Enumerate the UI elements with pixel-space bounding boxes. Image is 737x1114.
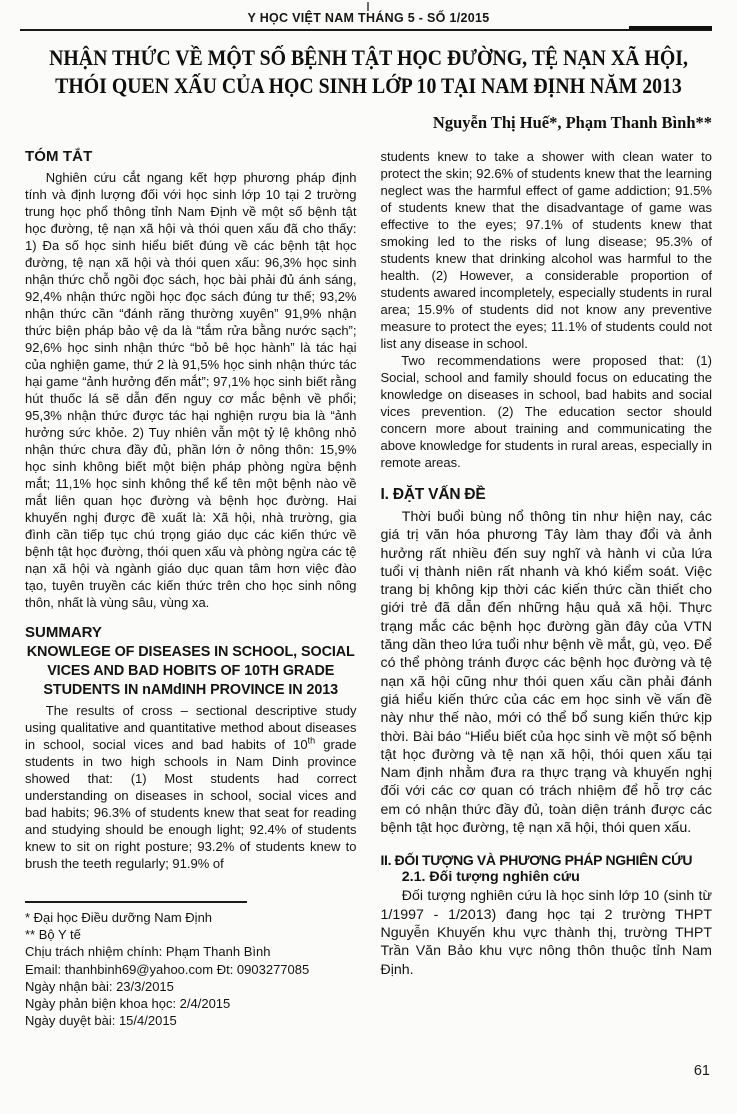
summary-abstract-part1: The results of cross – sectional descriptive study using qualitative and quantitative method about diseases in school, social vices and bad habits of 10	[25, 703, 357, 752]
page-number: 61	[693, 1063, 710, 1079]
summary-abstract	[25, 702, 357, 872]
footnote-responsible-author: Chịu trách nhiệm chính: Phạm Thanh Bình	[25, 944, 271, 960]
header-divider	[20, 29, 712, 31]
footnote-affiliation-2: ** Bộ Y tế	[25, 927, 81, 943]
footnote-accepted-date: Ngày duyệt bài: 15/4/2015	[25, 1013, 177, 1029]
footnote-block	[25, 901, 357, 1029]
footnote-affiliation-1: * Đại học Điều dưỡng Nam Định	[25, 910, 213, 925]
journal-header: Y HỌC VIỆT NAM THÁNG 5 - SỐ 1/2015	[247, 11, 490, 25]
summary-recommendations: Two recommendations were proposed that: (1) Social, school and family should focus on educating the knowledge on diseases in school, bad habits and social vices prevention. (2) The education sector should concern more about training and communicating the above knowledge for students in rural areas, especially in remote areas.	[380, 353, 712, 470]
section-2-1-subheading: 2.1. Đối tượng nghiên cứu	[401, 869, 580, 886]
header-divider-artifact	[629, 26, 712, 30]
summary-heading: SUMMARY	[25, 624, 102, 641]
footnote-email-phone: Email: thanhbinh69@yahoo.com Đt: 0903277085	[25, 961, 310, 977]
article-title-line2: THÓI QUEN XẤU CỦA HỌC SINH LỚP 10 TẠI NAM ĐỊNH NĂM 2013	[55, 73, 682, 98]
left-column	[25, 148, 357, 979]
footnote-review-date: Ngày phản biện khoa học: 2/4/2015	[25, 996, 231, 1012]
section-1-heading: I. ĐẶT VẤN ĐỀ	[380, 486, 486, 503]
summary-abstract-part2: grade students in two high schools in Nam Dinh province showed that: (1) Most students had correct understanding on diseases in school, social vices and bad habits; 96.3% of students knew that seat for reading and studying should be enough light; 92.4% of students knew to sit on right posture; 93.2% of students knew to brush the teeth regularly; 91.9% of	[25, 737, 357, 871]
summary-ordinal-sup: th	[307, 735, 316, 746]
section-2-heading: II. ĐỐI TƯỢNG VÀ PHƯƠNG PHÁP NGHIÊN CỨU	[380, 852, 693, 869]
summary-continuation: students knew to take a shower with clean water to protect the skin; 92.6% of students knew that the learning neglect was the harmful effect of game addiction; 91.5% of students knew that the disadvantage of game was effective to the eyes; 97.1% of students knew that smoking led to the risks of lung disease; 95.3% of students knew that drinking alcohol was harmful to the health. (2) However, a considerable proportion of students awared incompletely, especially students in rural area; 15.9% of students did not know any preventive measure to protect the eyes; 11.1% of students could not list any disease in school.	[380, 149, 712, 351]
authors-line: Nguyễn Thị Huế*, Phạm Thanh Bình**	[432, 113, 712, 132]
tom-tat-abstract: Nghiên cứu cắt ngang kết hợp phương pháp định tính và định lượng đối với học sinh lớp 10 tại 2 trường trung học phổ thông tỉnh Nam Định về một số bệnh tật học đường, tệ nạn xã hội và thói quen xấu đã cho thấy: 1) Đa số học sinh hiểu biết đúng về các bệnh tật học đường, tệ nạn xã hội và thói quen xấu: 96,3% học sinh nhận thức chỗ ngồi đọc sách, học bài phải đủ ánh sáng, 92,4% nhận thức ngồi học đọc sách đúng tư thế; 93,2% nhận thức cần “đánh răng thường xuyên” 91,9% nhận thức biện pháp bảo vệ da là “tắm rửa bằng nước sạch”; 92,6% học sinh nhận thức “bỏ bê học hành” là tác hại của nghiện game, thứ 2 là 91,5% học sinh nhận thức tác hại game “ảnh hưởng đến mắt”; 97,1% học sinh biết rằng hút thuốc lá sẽ dẫn đến nguy cơ mắc bệnh về phổi; 95,3% nhận thức được tác hại nghiện rượu bia là “ảnh hưởng sức khỏe. 2) Tuy nhiên vẫn một tỷ lệ không nhỏ nhận thức chưa đầy đủ, phần lớn ở nông thôn: 15,9% học sinh không biết một biện pháp phòng ngừa bệnh mắt; 11,1% học sinh không thể kể tên một bệnh nào về mắt liên quan học đường và bệnh học đường. Hai khuyến nghị được đề xuất là: Xã hội, nhà trường, gia đình cần tiếp tục chú trọng giáo dục các kiến thức về bệnh tật học đường, thói quen xấu và phòng ngừa các tệ nạn xã hội và ngành giáo dục quan tâm hơn việc đào tạo, tuyên truyền các kiến thức trên cho học sinh nông thôn, nhất là vùng sâu, vùng xa.	[25, 170, 357, 610]
footnote-received-date: Ngày nhận bài: 23/3/2015	[25, 978, 174, 994]
tom-tat-heading: TÓM TẮT	[25, 148, 93, 165]
right-column	[381, 148, 713, 979]
section-2-1-body: Đối tượng nghiên cứu là học sinh lớp 10 (sinh từ 1/1997 - 1/2013) đang học tại 2 trường THPT Nguyễn Khuyến khu vực thành thị, trường THPT Trần Văn Bảo khu vực nông thôn thuộc tỉnh Nam Định.	[380, 888, 712, 978]
article-title-line1: NHẬN THỨC VỀ MỘT SỐ BỆNH TẬT HỌC ĐƯỜNG, TỆ NẠN XÃ HỘI,	[49, 45, 688, 70]
two-column-body	[25, 148, 712, 979]
scan-artifact-tick	[367, 2, 369, 11]
article-title	[0, 44, 737, 100]
section-1-body: Thời buổi bùng nổ thông tin như hiện nay, các giá trị văn hóa phương Tây làm thay đổi và ảnh hưởng rất nhiều đến suy nghĩ và hành vi của lứa tuổi vị thành niên rất nhanh và khó kiểm soát. Việc trang bị không kịp thời các kiến thức cần thiết cho giới trẻ đã dẫn đến những hậu quả xã hội. Thực trạng mắc các bệnh học đường gần đây của VTN tăng dần theo lứa tuổi như bệnh về mắt, gù, vẹo. Để có thể phòng tránh được các bệnh học đường và tệ nạn xã hội cũng như thói quen xấu cần phải đánh giá hiểu kiến thức của các em học sinh về vấn đề này như thế nào, mới có thể bổ sung kiến thức kịp thời. Bài báo “Hiểu biết của học sinh về một số bệnh tật học đường và tệ nạn xã hội, thói quen xấu tại Nam định nhằm đưa ra thực trạng và khuyến nghị đối với các cơ quan có trách nhiệm để hỗ trợ các em có nhận thức đầy đủ, toàn diện tránh được các bệnh tật học đường, tệ nạn xã hội, thói quen xấu.	[380, 509, 712, 837]
summary-title: KNOWLEGE OF DISEASES IN SCHOOL, SOCIAL VICES AND BAD HOBITS OF 10TH GRADE STUDENTS IN nAMdINH PROVINCE IN 2013	[26, 644, 355, 698]
footnote-divider	[25, 901, 247, 903]
